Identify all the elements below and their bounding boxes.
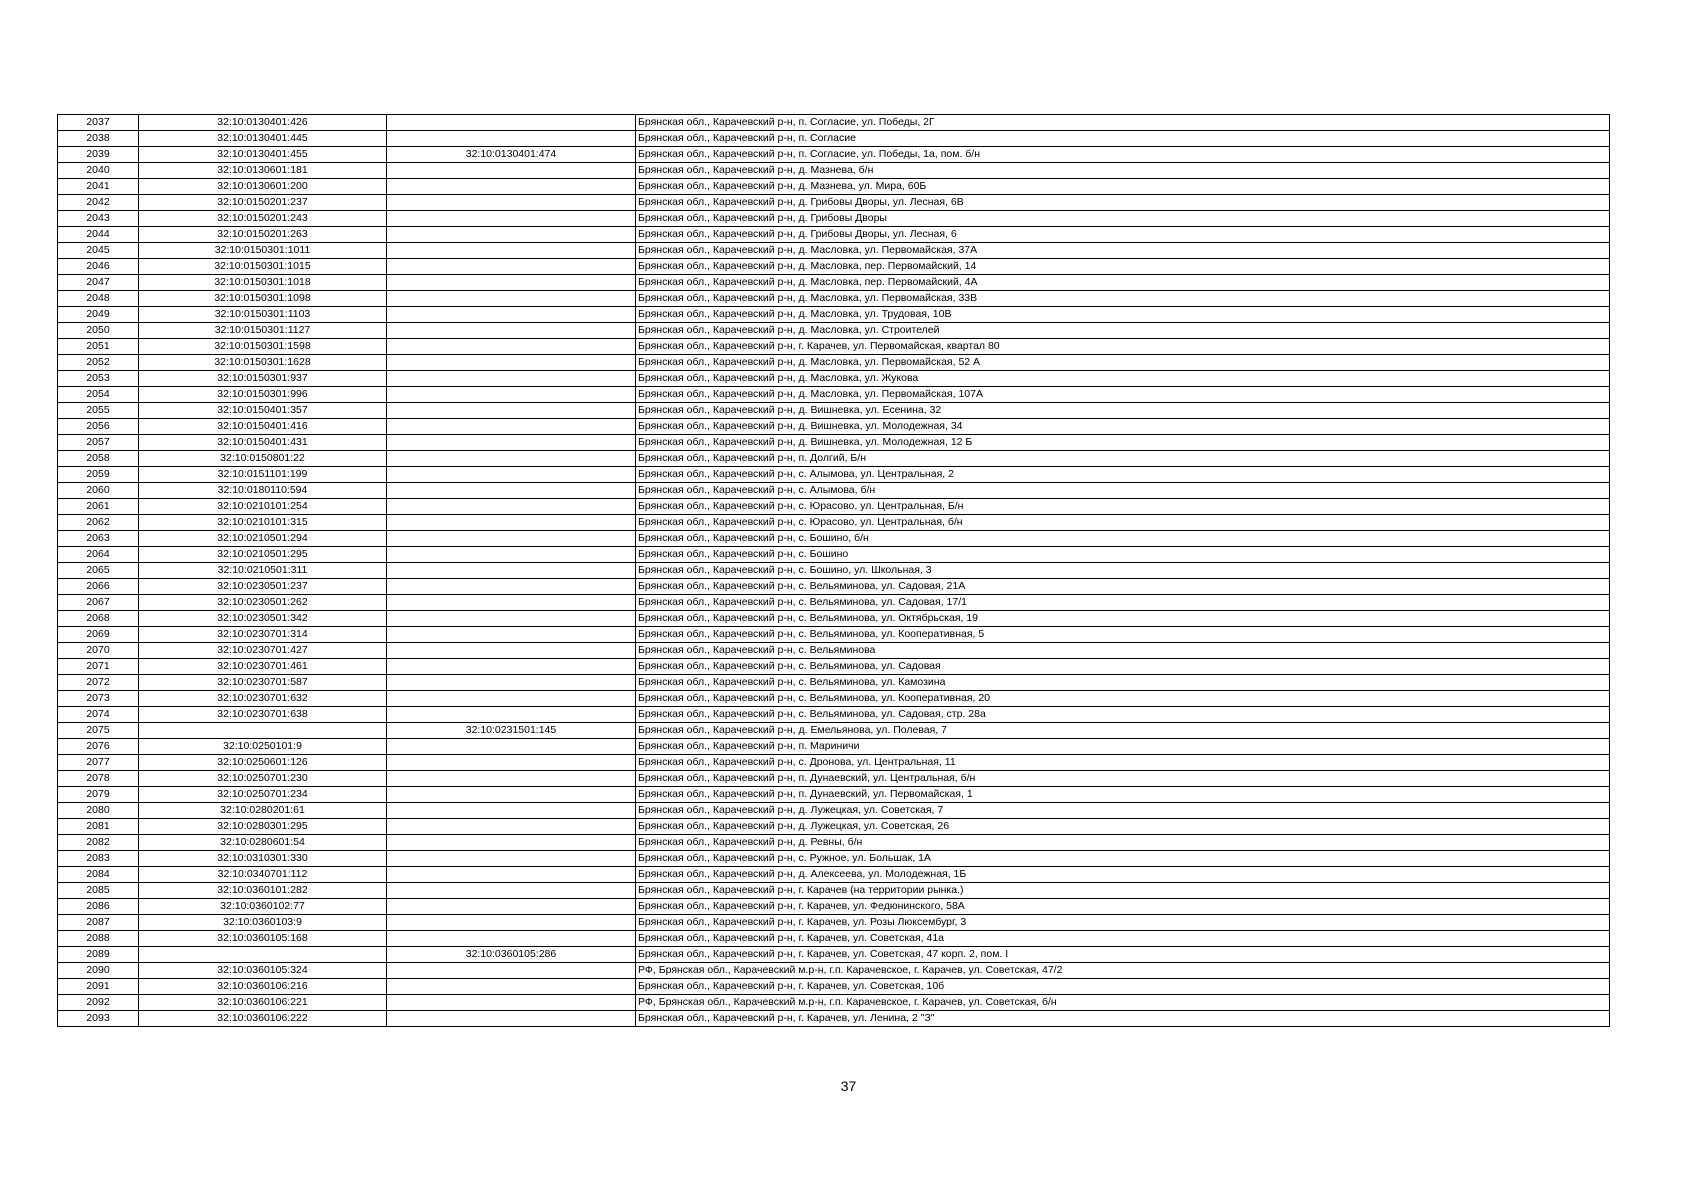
address-cell: Брянская обл., Карачевский р-н, д. Масловка, пер. Первомайский, 14 <box>636 259 1610 275</box>
address-cell: Брянская обл., Карачевский р-н, д. Масловка, ул. Первомайская, 33В <box>636 291 1610 307</box>
cadastral-number-cell: 32:10:0130601:181 <box>139 163 387 179</box>
cadastral-number-cell: 32:10:0280301:295 <box>139 819 387 835</box>
table-row <box>58 403 1610 419</box>
table-row <box>58 755 1610 771</box>
address-cell: Брянская обл., Карачевский р-н, д. Масловка, ул. Строителей <box>636 323 1610 339</box>
table-row <box>58 547 1610 563</box>
table-row <box>58 867 1610 883</box>
related-cadastral-number-cell <box>387 467 636 483</box>
cadastral-number-cell: 32:10:0360106:221 <box>139 995 387 1011</box>
table-row <box>58 371 1610 387</box>
row-number-cell: 2067 <box>58 595 139 611</box>
related-cadastral-number-cell <box>387 339 636 355</box>
cadastral-number-cell: 32:10:0130401:445 <box>139 131 387 147</box>
table-row <box>58 707 1610 723</box>
address-cell: Брянская обл., Карачевский р-н, д. Мазнева, б/н <box>636 163 1610 179</box>
row-number-cell: 2037 <box>58 115 139 131</box>
address-cell: Брянская обл., Карачевский р-н, д. Грибовы Дворы <box>636 211 1610 227</box>
table-row <box>58 435 1610 451</box>
related-cadastral-number-cell <box>387 787 636 803</box>
cadastral-number-cell: 32:10:0130601:200 <box>139 179 387 195</box>
address-cell: Брянская обл., Карачевский р-н, с. Вельяминова, ул. Садовая, 21А <box>636 579 1610 595</box>
cadastral-number-cell: 32:10:0230501:262 <box>139 595 387 611</box>
related-cadastral-number-cell <box>387 115 636 131</box>
cadastral-number-cell <box>139 723 387 739</box>
cadastral-number-cell: 32:10:0310301:330 <box>139 851 387 867</box>
address-cell: Брянская обл., Карачевский р-н, с. Ружное, ул. Большак, 1А <box>636 851 1610 867</box>
address-cell: Брянская обл., Карачевский р-н, д. Лужецкая, ул. Советская, 26 <box>636 819 1610 835</box>
address-cell: Брянская обл., Карачевский р-н, г. Карачев, ул. Ленина, 2 "З" <box>636 1011 1610 1027</box>
table-row <box>58 723 1610 739</box>
address-cell: Брянская обл., Карачевский р-н, д. Масловка, пер. Первомайский, 4А <box>636 275 1610 291</box>
address-cell: Брянская обл., Карачевский р-н, г. Карачев, ул. Советская, 47 корп. 2, пом. I <box>636 947 1610 963</box>
row-number-cell: 2087 <box>58 915 139 931</box>
related-cadastral-number-cell <box>387 483 636 499</box>
cadastral-number-cell: 32:10:0150201:263 <box>139 227 387 243</box>
row-number-cell: 2055 <box>58 403 139 419</box>
cadastral-number-cell: 32:10:0230701:587 <box>139 675 387 691</box>
cadastral-number-cell: 32:10:0360101:282 <box>139 883 387 899</box>
row-number-cell: 2083 <box>58 851 139 867</box>
row-number-cell: 2071 <box>58 659 139 675</box>
table-row <box>58 323 1610 339</box>
address-cell: РФ, Брянская обл., Карачевский м.р-н, г.п. Карачевское, г. Карачев, ул. Советская, б/н <box>636 995 1610 1011</box>
address-cell: Брянская обл., Карачевский р-н, п. Мариничи <box>636 739 1610 755</box>
related-cadastral-number-cell <box>387 835 636 851</box>
cadastral-number-cell: 32:10:0230701:638 <box>139 707 387 723</box>
table-row <box>58 579 1610 595</box>
table-row <box>58 819 1610 835</box>
table-row <box>58 147 1610 163</box>
table-row <box>58 803 1610 819</box>
row-number-cell: 2079 <box>58 787 139 803</box>
address-cell: Брянская обл., Карачевский р-н, с. Бошино, б/н <box>636 531 1610 547</box>
address-cell: Брянская обл., Карачевский р-н, г. Карачев, ул. Советская, 41а <box>636 931 1610 947</box>
related-cadastral-number-cell <box>387 371 636 387</box>
table-row <box>58 259 1610 275</box>
related-cadastral-number-cell <box>387 691 636 707</box>
related-cadastral-number-cell <box>387 1011 636 1027</box>
related-cadastral-number-cell <box>387 819 636 835</box>
address-cell: Брянская обл., Карачевский р-н, д. Грибовы Дворы, ул. Лесная, 6В <box>636 195 1610 211</box>
related-cadastral-number-cell <box>387 595 636 611</box>
table-row <box>58 771 1610 787</box>
related-cadastral-number-cell <box>387 963 636 979</box>
table-row <box>58 211 1610 227</box>
table-row <box>58 947 1610 963</box>
row-number-cell: 2076 <box>58 739 139 755</box>
table-row <box>58 627 1610 643</box>
related-cadastral-number-cell <box>387 883 636 899</box>
row-number-cell: 2063 <box>58 531 139 547</box>
table-row <box>58 675 1610 691</box>
address-cell: Брянская обл., Карачевский р-н, с. Вельяминова, ул. Садовая <box>636 659 1610 675</box>
row-number-cell: 2061 <box>58 499 139 515</box>
address-cell: Брянская обл., Карачевский р-н, д. Вишневка, ул. Есенина, 32 <box>636 403 1610 419</box>
related-cadastral-number-cell <box>387 755 636 771</box>
related-cadastral-number-cell <box>387 403 636 419</box>
row-number-cell: 2081 <box>58 819 139 835</box>
cadastral-number-cell: 32:10:0360102:77 <box>139 899 387 915</box>
related-cadastral-number-cell <box>387 851 636 867</box>
related-cadastral-number-cell <box>387 291 636 307</box>
row-number-cell: 2048 <box>58 291 139 307</box>
table-row <box>58 515 1610 531</box>
table-row <box>58 787 1610 803</box>
address-cell: Брянская обл., Карачевский р-н, г. Карачев (на территории рынка.) <box>636 883 1610 899</box>
related-cadastral-number-cell <box>387 707 636 723</box>
row-number-cell: 2057 <box>58 435 139 451</box>
related-cadastral-number-cell <box>387 675 636 691</box>
row-number-cell: 2051 <box>58 339 139 355</box>
cadastral-number-cell: 32:10:0150301:1018 <box>139 275 387 291</box>
address-cell: Брянская обл., Карачевский р-н, с. Вельяминова <box>636 643 1610 659</box>
cadastral-number-cell: 32:10:0150301:1011 <box>139 243 387 259</box>
related-cadastral-number-cell <box>387 995 636 1011</box>
table-row <box>58 419 1610 435</box>
address-cell: Брянская обл., Карачевский р-н, д. Вишневка, ул. Молодежная, 12 Б <box>636 435 1610 451</box>
cadastral-number-cell: 32:10:0280601:54 <box>139 835 387 851</box>
cadastral-number-cell: 32:10:0360105:168 <box>139 931 387 947</box>
related-cadastral-number-cell <box>387 275 636 291</box>
address-cell: Брянская обл., Карачевский р-н, д. Масловка, ул. Жукова <box>636 371 1610 387</box>
row-number-cell: 2064 <box>58 547 139 563</box>
row-number-cell: 2065 <box>58 563 139 579</box>
table-row <box>58 195 1610 211</box>
address-cell: Брянская обл., Карачевский р-н, д. Масловка, ул. Первомайская, 52 А <box>636 355 1610 371</box>
related-cadastral-number-cell <box>387 355 636 371</box>
address-cell: Брянская обл., Карачевский р-н, с. Вельяминова, ул. Садовая, стр. 28а <box>636 707 1610 723</box>
cadastral-number-cell: 32:10:0150301:1015 <box>139 259 387 275</box>
address-cell: Брянская обл., Карачевский р-н, с. Бошино, ул. Школьная, 3 <box>636 563 1610 579</box>
address-cell: Брянская обл., Карачевский р-н, п. Согласие, ул. Победы, 2Г <box>636 115 1610 131</box>
table-row <box>58 387 1610 403</box>
registry-table <box>57 114 1610 1027</box>
related-cadastral-number-cell <box>387 803 636 819</box>
related-cadastral-number-cell <box>387 931 636 947</box>
row-number-cell: 2092 <box>58 995 139 1011</box>
row-number-cell: 2045 <box>58 243 139 259</box>
row-number-cell: 2073 <box>58 691 139 707</box>
table-row <box>58 835 1610 851</box>
cadastral-number-cell: 32:10:0230701:632 <box>139 691 387 707</box>
related-cadastral-number-cell <box>387 451 636 467</box>
related-cadastral-number-cell <box>387 739 636 755</box>
row-number-cell: 2052 <box>58 355 139 371</box>
address-cell: Брянская обл., Карачевский р-н, с. Вельяминова, ул. Кооперативная, 20 <box>636 691 1610 707</box>
table-row <box>58 899 1610 915</box>
table-row <box>58 531 1610 547</box>
row-number-cell: 2075 <box>58 723 139 739</box>
related-cadastral-number-cell <box>387 163 636 179</box>
row-number-cell: 2074 <box>58 707 139 723</box>
row-number-cell: 2062 <box>58 515 139 531</box>
related-cadastral-number-cell <box>387 563 636 579</box>
row-number-cell: 2054 <box>58 387 139 403</box>
address-cell: Брянская обл., Карачевский р-н, д. Вишневка, ул. Молодежная, 34 <box>636 419 1610 435</box>
cadastral-number-cell: 32:10:0360105:324 <box>139 963 387 979</box>
row-number-cell: 2050 <box>58 323 139 339</box>
related-cadastral-number-cell <box>387 643 636 659</box>
address-cell: Брянская обл., Карачевский р-н, п. Долгий, Б/н <box>636 451 1610 467</box>
related-cadastral-number-cell <box>387 387 636 403</box>
row-number-cell: 2041 <box>58 179 139 195</box>
cadastral-number-cell: 32:10:0250701:230 <box>139 771 387 787</box>
table-row <box>58 163 1610 179</box>
table-row <box>58 483 1610 499</box>
related-cadastral-number-cell <box>387 531 636 547</box>
row-number-cell: 2091 <box>58 979 139 995</box>
address-cell: Брянская обл., Карачевский р-н, д. Емельянова, ул. Полевая, 7 <box>636 723 1610 739</box>
row-number-cell: 2049 <box>58 307 139 323</box>
table-row <box>58 227 1610 243</box>
table-row <box>58 611 1610 627</box>
cadastral-number-cell: 32:10:0250701:234 <box>139 787 387 803</box>
related-cadastral-number-cell <box>387 659 636 675</box>
address-cell: Брянская обл., Карачевский р-н, д. Мазнева, ул. Мира, 60Б <box>636 179 1610 195</box>
cadastral-number-cell: 32:10:0150301:1098 <box>139 291 387 307</box>
table-row <box>58 963 1610 979</box>
cadastral-number-cell: 32:10:0180110:594 <box>139 483 387 499</box>
related-cadastral-number-cell <box>387 579 636 595</box>
row-number-cell: 2084 <box>58 867 139 883</box>
related-cadastral-number-cell <box>387 547 636 563</box>
row-number-cell: 2053 <box>58 371 139 387</box>
cadastral-number-cell: 32:10:0210101:315 <box>139 515 387 531</box>
cadastral-number-cell: 32:10:0210101:254 <box>139 499 387 515</box>
table-row <box>58 355 1610 371</box>
row-number-cell: 2039 <box>58 147 139 163</box>
table-row <box>58 739 1610 755</box>
address-cell: Брянская обл., Карачевский р-н, с. Вельяминова, ул. Садовая, 17/1 <box>636 595 1610 611</box>
cadastral-number-cell: 32:10:0250601:126 <box>139 755 387 771</box>
cadastral-number-cell: 32:10:0150301:937 <box>139 371 387 387</box>
address-cell: Брянская обл., Карачевский р-н, с. Бошино <box>636 547 1610 563</box>
table-row <box>58 307 1610 323</box>
address-cell: Брянская обл., Карачевский р-н, д. Масловка, ул. Первомайская, 107А <box>636 387 1610 403</box>
address-cell: Брянская обл., Карачевский р-н, с. Юрасово, ул. Центральная, б/н <box>636 515 1610 531</box>
related-cadastral-number-cell <box>387 307 636 323</box>
related-cadastral-number-cell <box>387 867 636 883</box>
cadastral-number-cell: 32:10:0360103:9 <box>139 915 387 931</box>
row-number-cell: 2060 <box>58 483 139 499</box>
row-number-cell: 2044 <box>58 227 139 243</box>
row-number-cell: 2038 <box>58 131 139 147</box>
row-number-cell: 2088 <box>58 931 139 947</box>
address-cell: Брянская обл., Карачевский р-н, г. Карачев, ул. Розы Люксембург, 3 <box>636 915 1610 931</box>
address-cell: Брянская обл., Карачевский р-н, с. Алымова, б/н <box>636 483 1610 499</box>
cadastral-number-cell: 32:10:0150401:431 <box>139 435 387 451</box>
cadastral-number-cell: 32:10:0210501:294 <box>139 531 387 547</box>
row-number-cell: 2042 <box>58 195 139 211</box>
table-row <box>58 275 1610 291</box>
cadastral-number-cell: 32:10:0340701:112 <box>139 867 387 883</box>
table-row <box>58 115 1610 131</box>
row-number-cell: 2040 <box>58 163 139 179</box>
table-row <box>58 339 1610 355</box>
table-row <box>58 563 1610 579</box>
address-cell: Брянская обл., Карачевский р-н, д. Алексеева, ул. Молодежная, 1Б <box>636 867 1610 883</box>
table-row <box>58 643 1610 659</box>
cadastral-number-cell: 32:10:0230501:342 <box>139 611 387 627</box>
cadastral-number-cell: 32:10:0230701:314 <box>139 627 387 643</box>
row-number-cell: 2077 <box>58 755 139 771</box>
cadastral-number-cell: 32:10:0150401:357 <box>139 403 387 419</box>
cadastral-number-cell: 32:10:0150301:1127 <box>139 323 387 339</box>
related-cadastral-number-cell <box>387 259 636 275</box>
related-cadastral-number-cell <box>387 323 636 339</box>
related-cadastral-number-cell <box>387 771 636 787</box>
table-row <box>58 979 1610 995</box>
registry-body <box>58 115 1610 1027</box>
cadastral-number-cell: 32:10:0230501:237 <box>139 579 387 595</box>
address-cell: Брянская обл., Карачевский р-н, п. Дунаевский, ул. Первомайская, 1 <box>636 787 1610 803</box>
address-cell: Брянская обл., Карачевский р-н, г. Карачев, ул. Советская, 10б <box>636 979 1610 995</box>
row-number-cell: 2068 <box>58 611 139 627</box>
row-number-cell: 2059 <box>58 467 139 483</box>
related-cadastral-number-cell <box>387 211 636 227</box>
address-cell: Брянская обл., Карачевский р-н, д. Лужецкая, ул. Советская, 7 <box>636 803 1610 819</box>
address-cell: Брянская обл., Карачевский р-н, с. Вельяминова, ул. Камозина <box>636 675 1610 691</box>
table-row <box>58 851 1610 867</box>
related-cadastral-number-cell <box>387 435 636 451</box>
related-cadastral-number-cell <box>387 499 636 515</box>
row-number-cell: 2056 <box>58 419 139 435</box>
related-cadastral-number-cell: 32:10:0360105:286 <box>387 947 636 963</box>
cadastral-number-cell: 32:10:0150201:243 <box>139 211 387 227</box>
address-cell: Брянская обл., Карачевский р-н, п. Согласие <box>636 131 1610 147</box>
row-number-cell: 2070 <box>58 643 139 659</box>
table-row <box>58 995 1610 1011</box>
row-number-cell: 2090 <box>58 963 139 979</box>
related-cadastral-number-cell <box>387 515 636 531</box>
table-row <box>58 659 1610 675</box>
row-number-cell: 2069 <box>58 627 139 643</box>
related-cadastral-number-cell <box>387 131 636 147</box>
cadastral-number-cell: 32:10:0150201:237 <box>139 195 387 211</box>
row-number-cell: 2080 <box>58 803 139 819</box>
table-row <box>58 131 1610 147</box>
address-cell: Брянская обл., Карачевский р-н, с. Дронова, ул. Центральная, 11 <box>636 755 1610 771</box>
address-cell: Брянская обл., Карачевский р-н, д. Масловка, ул. Первомайская, 37А <box>636 243 1610 259</box>
cadastral-number-cell: 32:10:0210501:295 <box>139 547 387 563</box>
table-row <box>58 883 1610 899</box>
cadastral-number-cell: 32:10:0360106:216 <box>139 979 387 995</box>
table-row <box>58 451 1610 467</box>
cadastral-number-cell: 32:10:0150301:996 <box>139 387 387 403</box>
related-cadastral-number-cell <box>387 195 636 211</box>
row-number-cell: 2086 <box>58 899 139 915</box>
address-cell: Брянская обл., Карачевский р-н, г. Карачев, ул. Федюнинского, 58А <box>636 899 1610 915</box>
table-row <box>58 179 1610 195</box>
row-number-cell: 2047 <box>58 275 139 291</box>
table-row <box>58 915 1610 931</box>
related-cadastral-number-cell <box>387 899 636 915</box>
cadastral-number-cell: 32:10:0150301:1103 <box>139 307 387 323</box>
row-number-cell: 2072 <box>58 675 139 691</box>
address-cell: Брянская обл., Карачевский р-н, д. Масловка, ул. Трудовая, 10В <box>636 307 1610 323</box>
cadastral-number-cell: 32:10:0210501:311 <box>139 563 387 579</box>
related-cadastral-number-cell: 32:10:0231501:145 <box>387 723 636 739</box>
row-number-cell: 2043 <box>58 211 139 227</box>
related-cadastral-number-cell <box>387 243 636 259</box>
cadastral-number-cell: 32:10:0360106:222 <box>139 1011 387 1027</box>
related-cadastral-number-cell <box>387 419 636 435</box>
cadastral-number-cell: 32:10:0130401:455 <box>139 147 387 163</box>
address-cell: Брянская обл., Карачевский р-н, п. Согласие, ул. Победы, 1а, пом. б/н <box>636 147 1610 163</box>
row-number-cell: 2089 <box>58 947 139 963</box>
cadastral-number-cell: 32:10:0130401:426 <box>139 115 387 131</box>
cadastral-number-cell: 32:10:0150301:1628 <box>139 355 387 371</box>
page-number: 37 <box>840 1078 857 1094</box>
cadastral-number-cell: 32:10:0150801:22 <box>139 451 387 467</box>
row-number-cell: 2085 <box>58 883 139 899</box>
table-row <box>58 243 1610 259</box>
cadastral-number-cell: 32:10:0230701:461 <box>139 659 387 675</box>
row-number-cell: 2082 <box>58 835 139 851</box>
cadastral-number-cell: 32:10:0150401:416 <box>139 419 387 435</box>
cadastral-number-cell <box>139 947 387 963</box>
related-cadastral-number-cell <box>387 627 636 643</box>
cadastral-number-cell: 32:10:0250101:9 <box>139 739 387 755</box>
address-cell: Брянская обл., Карачевский р-н, с. Юрасово, ул. Центральная, Б/н <box>636 499 1610 515</box>
related-cadastral-number-cell <box>387 915 636 931</box>
related-cadastral-number-cell <box>387 611 636 627</box>
address-cell: Брянская обл., Карачевский р-н, с. Алымова, ул. Центральная, 2 <box>636 467 1610 483</box>
row-number-cell: 2078 <box>58 771 139 787</box>
cadastral-number-cell: 32:10:0150301:1598 <box>139 339 387 355</box>
address-cell: Брянская обл., Карачевский р-н, д. Ревны, б/н <box>636 835 1610 851</box>
row-number-cell: 2058 <box>58 451 139 467</box>
related-cadastral-number-cell <box>387 979 636 995</box>
row-number-cell: 2066 <box>58 579 139 595</box>
address-cell: РФ, Брянская обл., Карачевский м.р-н, г.п. Карачевское, г. Карачев, ул. Советская, 47/2 <box>636 963 1610 979</box>
table-row <box>58 499 1610 515</box>
address-cell: Брянская обл., Карачевский р-н, д. Грибовы Дворы, ул. Лесная, 6 <box>636 227 1610 243</box>
table-row <box>58 595 1610 611</box>
table-row <box>58 467 1610 483</box>
address-cell: Брянская обл., Карачевский р-н, п. Дунаевский, ул. Центральная, б/н <box>636 771 1610 787</box>
address-cell: Брянская обл., Карачевский р-н, с. Вельяминова, ул. Кооперативная, 5 <box>636 627 1610 643</box>
row-number-cell: 2046 <box>58 259 139 275</box>
related-cadastral-number-cell <box>387 227 636 243</box>
cadastral-number-cell: 32:10:0230701:427 <box>139 643 387 659</box>
address-cell: Брянская обл., Карачевский р-н, г. Карачев, ул. Первомайская, квартал 80 <box>636 339 1610 355</box>
table-row <box>58 691 1610 707</box>
address-cell: Брянская обл., Карачевский р-н, с. Вельяминова, ул. Октябрьская, 19 <box>636 611 1610 627</box>
related-cadastral-number-cell <box>387 179 636 195</box>
table-row <box>58 291 1610 307</box>
row-number-cell: 2093 <box>58 1011 139 1027</box>
cadastral-number-cell: 32:10:0280201:61 <box>139 803 387 819</box>
table-row <box>58 931 1610 947</box>
related-cadastral-number-cell: 32:10:0130401:474 <box>387 147 636 163</box>
cadastral-number-cell: 32:10:0151101:199 <box>139 467 387 483</box>
table-row <box>58 1011 1610 1027</box>
